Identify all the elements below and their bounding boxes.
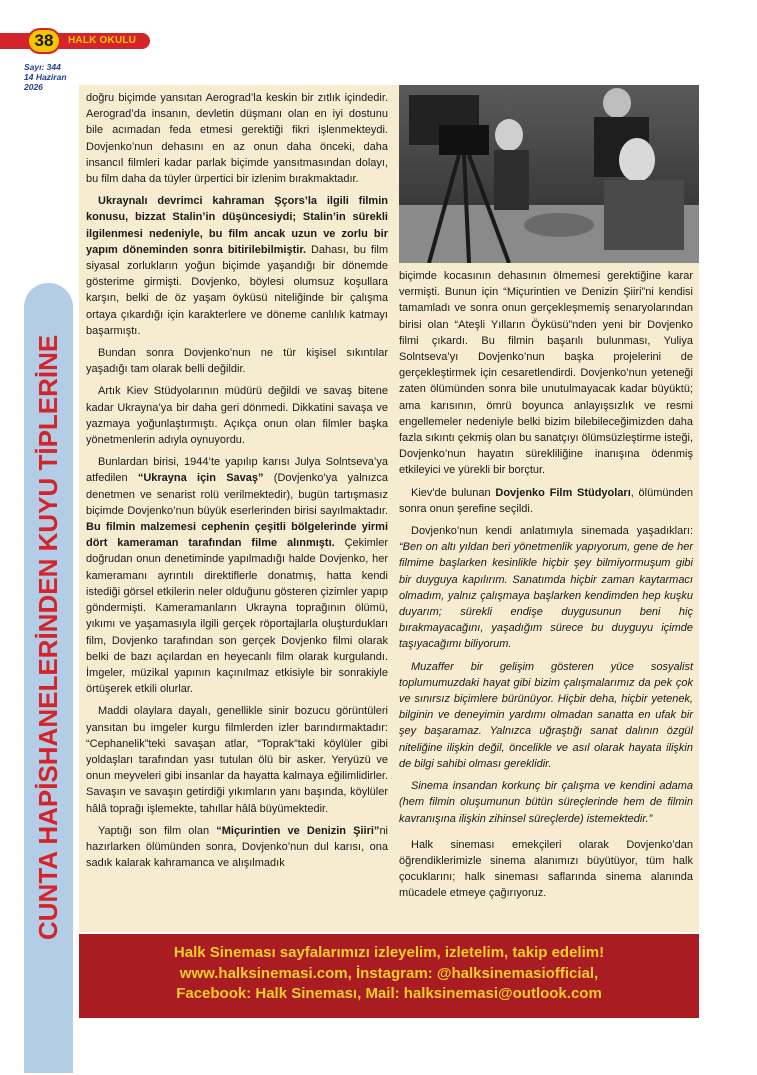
paragraph: Maddi olaylara dayalı, genellikle sinir bozucu görüntüleri yansıtan bu imgeler kurgu filmlerden izler barındırmaktadır: “Cephanelik”teki savaşan atlar, “Toprak”taki köylüler gibi yoldaşları tarafından yası tutulan ölü bir asker. Yeryüzü ve onun meyveleri gibi insanlar da hayatta kalmaya eğilimlidirler. Savaşın ve savaşın getirdiği yıkımların yanı başında, köylüler hâlâ toprağı işlemekte, tahıllar hâlâ büyümektedir. (86, 705, 388, 815)
issue-number: Sayı: 344 (24, 62, 61, 72)
paragraph (399, 485, 693, 517)
issue-info (24, 62, 80, 92)
article-column-left (86, 90, 388, 877)
brand-logo: HALK OKULU (68, 35, 137, 46)
paragraph: biçimde kocasının dehasının ölmemesi gerektiğine karar vermişti. Bunun için “Miçurintien ve Denizin Şiiri”ni kendisi tamamladı ve sonra onun gerçekleşmemiş senaryolarından birisi olan “Ateşli Yılların Öyküsü”nden yeni bir Dovjenko filmi çıkardı. Bu filmin başarılı bulunması, Yuliya Solntseva’yı Dovjenko’nun başka projelerini de gerçekleştirmek için cesaretlendirdi. Dovjenko’nun yeteneği zaten ölümünden sonra bile unutulmayacak kadar büyüktü; ama karısının, ömrü boyunca anlayışsızlık ve resmi engellemeler nedeniyle belki bizim bilebileceğimizden daha fazla sıkıntı çekmiş olan bu sanatçıyı ölümsüzleştirme isteği, Dovjenko’nun hayatın sürekliliğine inanışına ödenmiş etkileyici ve yürekli bir borçtur. (399, 270, 693, 477)
text-span: Bunlardan birisi, 1944’te yapılıp karısı Julya Solntseva’ya atfedilen (86, 456, 388, 485)
issue-date-line1: 14 Haziran (24, 72, 67, 82)
bold-text: “Ukrayna için Savaş” (137, 472, 264, 485)
paragraph: Halk sineması emekçileri olarak Dovjenko’dan öğrendiklerimizle sinema alanımızı büyütüyor, tüm halk çocuklarını; halk sineması saflarında sinema alanında mücadele etmeye çağırıyoruz. (399, 838, 693, 900)
bold-text: Dovjenko Film Stüdyoları (495, 486, 631, 499)
photo-illustration (399, 85, 699, 263)
bold-text: Bu filmin malzemesi cephenin çeşitli bölgelerinde yirmi dört kameraman tarafından filme alınmıştı. (86, 521, 388, 550)
issue-date-line2: 2026 (24, 82, 43, 92)
paragraph (86, 823, 388, 872)
page-number: 38 (27, 28, 61, 54)
text-span: , ölümünden sonra onun şerefine seçildi. (399, 486, 693, 515)
vertical-section-title: CUNTA HAPİSHANELERİNDEN KUYU TİPLERİNE (33, 334, 63, 940)
text-span: Yaptığı son film olan (98, 824, 217, 837)
paragraph (86, 193, 388, 339)
footer-banner (79, 934, 699, 1018)
quote-paragraph: Sinema insandan korkunç bir çalışma ve kendini adama (hem filmin oluşumunun bütün süreçlerinde hem de filmin kavranışına ilişkin zihinsel süreçlerde) istemektedir.” (399, 780, 693, 825)
bold-text: Ukraynalı devrimci kahraman Şçors’la ilgili filmin konusu, bizzat Stalin’in düşüncesiydi; Stalin’in sürekli ilgilenmesi nedeniyle, bu film ancak uzun ve zorlu bir yapım döneminden sonra bitirilebilmiştir. (86, 195, 388, 256)
quote-paragraph: Muzaffer bir gelişim gösteren yüce sosyalist toplumumuzdaki hayat gibi bizim çalışmalarımız da pek çok ve sınırsız biçimlere bürünüyor. Hiçbir deha, hiçbir yetenek, bilginin ve deneyimin yardımı olmadan sanatta en ufak bir şey başaramaz. Yalnızca uğraştığı sanat dalının özgül niteliğine ilişkin değil, öncelikle ve asıl olarak hayata ilişkin de bilgi sahibi olması gereklidir. (399, 660, 693, 770)
text-span: ni hazırlarken ölümünden sonra, Dovjenko’nun dul karısı, ona sadık kalarak kahramanca ve alışılmadık (86, 824, 388, 870)
bold-text: “Miçurintien ve Denizin Şiiri” (216, 824, 380, 837)
quote-text: “Ben on altı yıldan beri yönetmenlik yapıyorum, gene de her filmime başlarken kesinlikle hiçbir şey bilmiyormuşum gibi bir duyguya kapılırım. Sanatımda hiçbir zaman kaytarmacı olmadım, yalnız çalışmaya başlarken kendimden hep kuşku duyarım; sürekli endişe duygusunun beni hiç bırakmayacağını, yaşadığım sürece bu duyguyu içimde taşıyacağımı biliyorum. (399, 541, 693, 651)
quote-block (399, 659, 693, 827)
text-span: Dahası, bu film siyasal zorlukların yoğun biçimde yaşandığı bir dönemde gösterime girmişti. Dovjenko, böylesi olumsuz koşullara karşın, belki de öz yaşam öyküsü niteliğinde bir çalışma ortaya çıkardığı için karakterlere ve döneme canlılık katmayı başarmıştı. (86, 243, 388, 337)
paragraph: Artık Kiev Stüdyolarının müdürü değildi ve savaş bitene kadar Ukrayna’ya bir daha geri dönmedi. Dikkatini savaşa ve yazmaya yoğunlaştırmıştı. Açıkça onun olan filmler başka yönetmenlerin adıyla oynuyordu. (86, 385, 388, 447)
paragraph (86, 454, 388, 697)
text-span: (Dovjenko’ya yalnızca denetmen ve senarist rolü verilmektedir), bugün tartışmasız biçimde Dovjenko’nun büyük eserlerinden birisi sayılmaktadır. (86, 472, 388, 517)
paragraph: Bundan sonra Dovjenko’nun ne tür kişisel sıkıntılar yaşadığı tam olarak belli değildir. (86, 347, 388, 376)
footer-line: Facebook: Halk Sineması, Mail: halksinemasi@outlook.com (176, 985, 602, 1002)
paragraph: doğru biçimde yansıtan Aerograd’la keskin bir zıtlık içindedir. Aerograd’da insanın, devletin düşmanı olan en iyi dostunu bile acımadan feda etmesi gerektiği fikri işlenmekteydi. Dovjenko’nun dehasını en az onun daha önceki, daha insancıl filmleri kadar parlak biçimde yansıtmasından dolayı, bu film daha da tüyler ürpertici bir izlenim bırakmaktadır. (86, 92, 388, 186)
footer-line: www.halksinemasi.com, İnstagram: @halksinemasiofficial, (179, 964, 599, 982)
text-span: Dovjenko’nun kendi anlatımıyla sinemada yaşadıkları: (411, 525, 693, 538)
footer-line: Halk Sineması sayfalarımızı izleyelim, izletelim, takip edelim! (173, 944, 605, 961)
article-photo (399, 85, 699, 263)
text-span: Kiev'de bulunan (411, 486, 496, 499)
paragraph (399, 523, 693, 653)
text-span: Çekimler doğrudan onun denetiminde yapılmadığı halde Dovjenko, her kameramanı ayrıntılı direktiflerle donatmış, hatta kendi istediği görsel etkilerin neler olduğunu gösteren çizimler yapıp göndermişti. Kameramanların Ukrayna toprağının ölümü, yıkımı ve yaşamasıyla ilgili gerçek röportajlarla oluşturdukları film, Dovjenko tarafından son gerçek Dovjenko filmi olarak belki de bazı açılardan en heyecanlı film olarak kurgulandı. İmgeler, müzikal yapının kaçınılmaz etkisiyle bir sonrakiyle örtüşerek etkili olurlar. (86, 537, 388, 696)
article-column-right (399, 268, 693, 908)
